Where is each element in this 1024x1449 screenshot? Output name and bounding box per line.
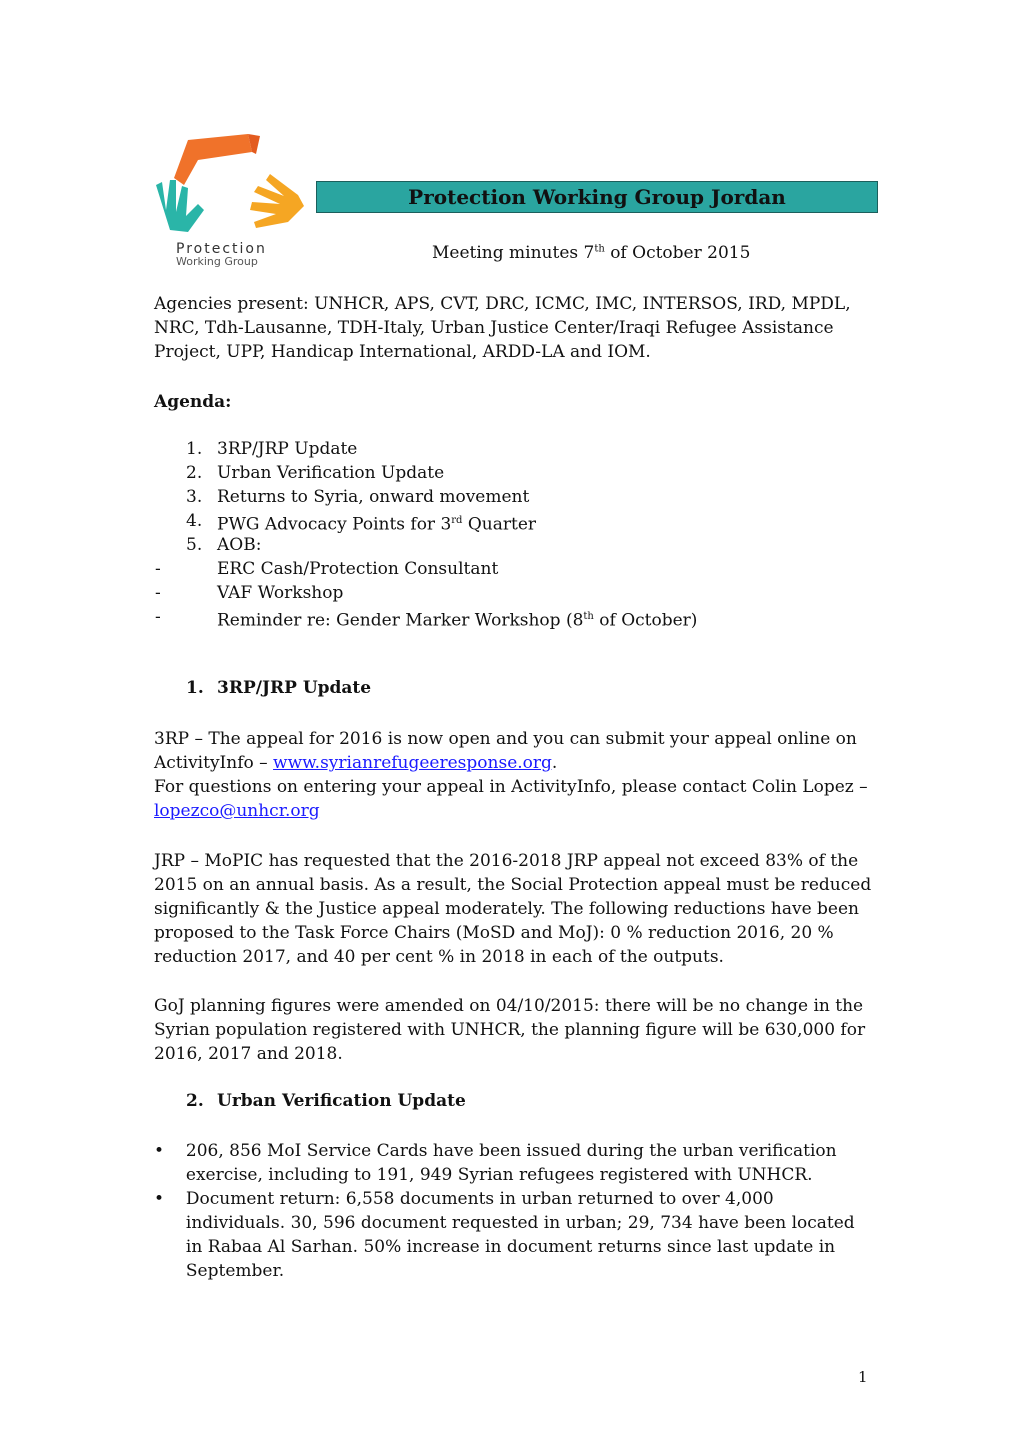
agenda-item-text-post: of October) — [593, 610, 698, 631]
agenda-item-marker: 4. — [186, 511, 203, 531]
bullet-text: 206, 856 MoI Service Cards have been issued during the urban verification exercise, including to 191, 949 Syrian refugees registered with UNHCR. — [185, 1141, 837, 1185]
logo-line-1: Protection — [176, 241, 267, 257]
section-title: Urban Verification Update — [217, 1091, 466, 1111]
agenda-item-marker: 5. — [186, 535, 203, 555]
agenda-item — [186, 461, 786, 485]
urban-verification-bullets — [154, 1139, 874, 1283]
document-title: Protection Working Group Jordan — [408, 185, 786, 209]
agenda-item-text: ERC Cash/Protection Consultant — [217, 559, 499, 579]
bullet-icon: • — [154, 1189, 165, 1209]
agenda-item-text: AOB: — [217, 535, 262, 555]
agenda-item-marker: - — [155, 607, 161, 627]
agenda-item-marker: 2. — [186, 463, 203, 483]
agenda-item — [186, 485, 786, 509]
contact-text: For questions on entering your appeal in ActivityInfo, please contact Colin Lopez – — [154, 777, 868, 797]
agenda-item-sup: rd — [451, 515, 463, 526]
syrian-refugee-response-link[interactable]: www.syrianrefugeeresponse.org — [273, 753, 552, 773]
agenda-item-text — [217, 509, 536, 533]
agenda-item-marker: - — [155, 583, 161, 603]
agenda-subitem — [155, 605, 786, 631]
section-title: 3RP/JRP Update — [217, 678, 372, 698]
paragraph-3rp-text: 3RP – The appeal for 2016 is now open and you can submit your appeal online on ActivityInfo – — [154, 729, 857, 773]
bullet-item — [154, 1139, 874, 1187]
section-marker: 1. — [186, 678, 204, 698]
logo-caption — [176, 242, 286, 268]
agenda-subitem — [155, 557, 786, 581]
meeting-date-pre: Meeting minutes 7 — [432, 243, 595, 263]
title-banner — [316, 181, 878, 213]
agenda-item-marker: - — [155, 559, 161, 579]
meeting-date — [432, 243, 750, 263]
page-number: 1 — [858, 1368, 868, 1386]
agenda-item-text: Urban Verification Update — [217, 463, 445, 483]
agenda-item — [186, 509, 786, 533]
agenda-item-text-post: Quarter — [462, 514, 537, 535]
agenda-item-text-pre: Reminder re: Gender Marker Workshop (8 — [217, 610, 584, 631]
paragraph-3rp — [154, 727, 874, 823]
agencies-present: Agencies present: UNHCR, APS, CVT, DRC, ICMC, IMC, INTERSOS, IRD, MPDL, NRC, Tdh-Lausanne, TDH-Italy, Urban Justice Center/Iraqi Refugee Assistance Project, UPP, Handicap International, ARDD-LA and IOM. — [154, 294, 851, 362]
agenda-item-text-pre: PWG Advocacy Points for 3 — [217, 514, 452, 535]
agenda-item-marker: 3. — [186, 487, 203, 507]
agenda-item-marker: 1. — [186, 439, 203, 459]
agenda-item-text: VAF Workshop — [217, 583, 344, 603]
meeting-date-post: of October 2015 — [604, 243, 751, 263]
bullet-icon: • — [154, 1141, 165, 1161]
agenda-heading: Agenda: — [154, 392, 232, 412]
logo-line-2: Working Group — [176, 255, 258, 268]
agenda-item-sup: th — [583, 611, 594, 622]
section-marker: 2. — [186, 1091, 204, 1111]
paragraph-goj-planning: GoJ planning figures were amended on 04/10/2015: there will be no change in the Syrian population registered with UNHCR, the planning figure will be 630,000 for 2016, 2017 and 2018. — [154, 996, 866, 1064]
agenda-subitem — [155, 581, 786, 605]
agenda-item-text: 3RP/JRP Update — [217, 439, 358, 459]
agenda-item — [186, 533, 786, 557]
meeting-date-sup: th — [594, 243, 605, 255]
agenda-list — [155, 437, 786, 631]
section-heading-3rp-jrp — [186, 678, 371, 698]
section-heading-urban-verification — [186, 1091, 466, 1111]
agenda-item — [186, 437, 786, 461]
paragraph-jrp: JRP – MoPIC has requested that the 2016-2018 JRP appeal not exceed 83% of the 2015 on an annual basis. As a result, the Social Protection appeal must be reduced significantly & the Justice appeal moderately. The following reductions have been proposed to the Task Force Chairs (MoSD and MoJ): 0 % reduction 2016, 20 % reduction 2017, and 40 per cent % in 2018 in each of the outputs. — [154, 851, 872, 967]
paragraph-3rp-end: . — [551, 753, 558, 773]
contact-email-link[interactable]: lopezco@unhcr.org — [154, 801, 320, 821]
agenda-item-text — [217, 605, 697, 629]
bullet-item — [154, 1187, 874, 1283]
bullet-text: Document return: 6,558 documents in urban returned to over 4,000 individuals. 30, 596 document requested in urban; 29, 734 have been located in Rabaa Al Sarhan. 50% increase in document returns since last update in September. — [185, 1189, 855, 1281]
agenda-item-text: Returns to Syria, onward movement — [217, 487, 530, 507]
